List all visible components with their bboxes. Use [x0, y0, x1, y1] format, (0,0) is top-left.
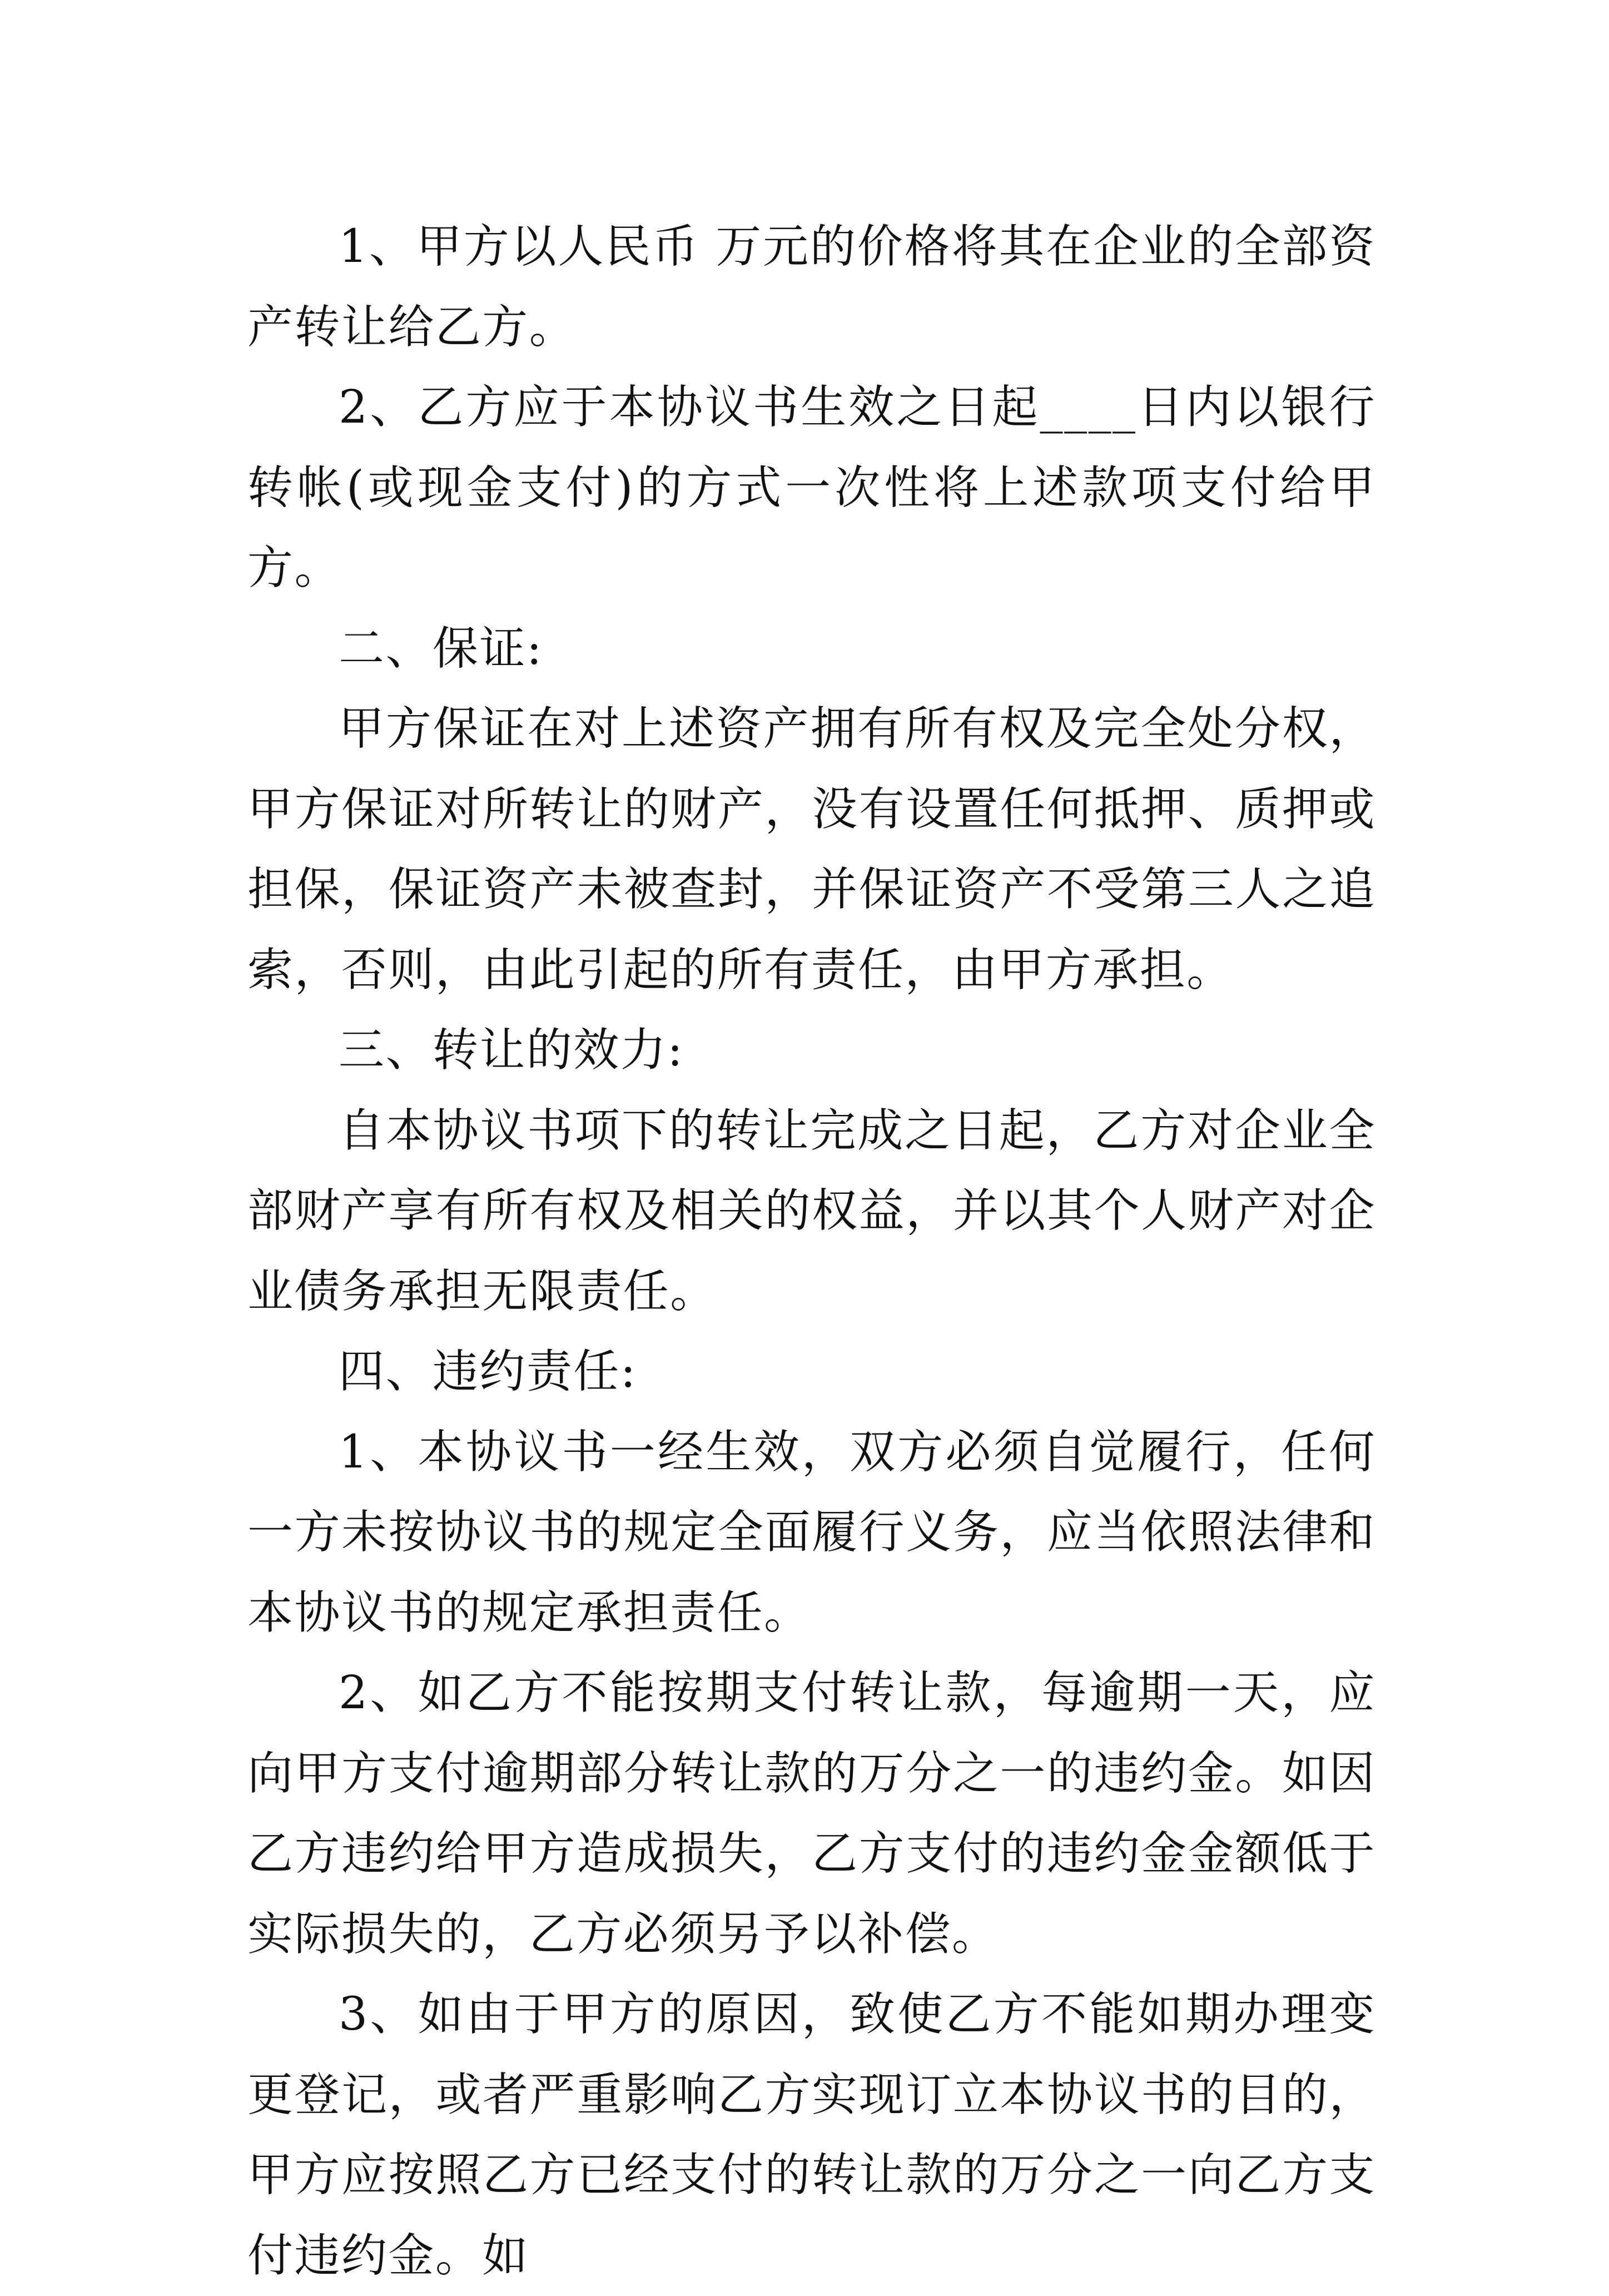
clause-guarantee: 甲方保证在对上述资产拥有所有权及完全处分权，甲方保证对所转让的财产，没有设置任何抵押、质押或担保，保证资产未被查封，并保证资产不受第三人之追索，否则，由此引起的所有责任，由甲方承担。 [247, 702, 1376, 996]
section-heading-liability: 四、违约责任: [339, 1345, 637, 1398]
clause-effect: 自本协议书项下的转让完成之日起，乙方对企业全部财产享有所有权及相关的权益，并以其个人财产对企业债务承担无限责任。 [247, 1104, 1376, 1318]
clause-liability-buyer: 2、如乙方不能按期支付转让款，每逾期一天，应向甲方支付逾期部分转让款的万分之一的违约金。如因乙方违约给甲方造成损失，乙方支付的违约金金额低于实际损失的，乙方必须另予以补偿。 [247, 1667, 1376, 1961]
clause-liability-general: 1、本协议书一经生效，双方必须自觉履行，任何一方未按协议书的规定全面履行义务，应当依照法律和本协议书的规定承担责任。 [247, 1425, 1376, 1639]
clause-payment-method: 2、乙方应于本协议书生效之日起____日内以银行转帐(或现金支付)的方式一次性将上述款项支付给甲方。 [247, 381, 1376, 594]
document-body [247, 207, 1376, 2296]
clause-liability-seller: 3、如由于甲方的原因，致使乙方不能如期办理变更登记，或者严重影响乙方实现订立本协议书的目的，甲方应按照乙方已经支付的转让款的万分之一向乙方支付违约金。如 [247, 1988, 1376, 2282]
section-heading-effect: 三、转让的效力: [339, 1024, 684, 1077]
section-heading-guarantee: 二、保证: [339, 622, 543, 675]
clause-payment-price: 1、甲方以人民币 万元的价格将其在企业的全部资产转让给乙方。 [247, 220, 1376, 354]
